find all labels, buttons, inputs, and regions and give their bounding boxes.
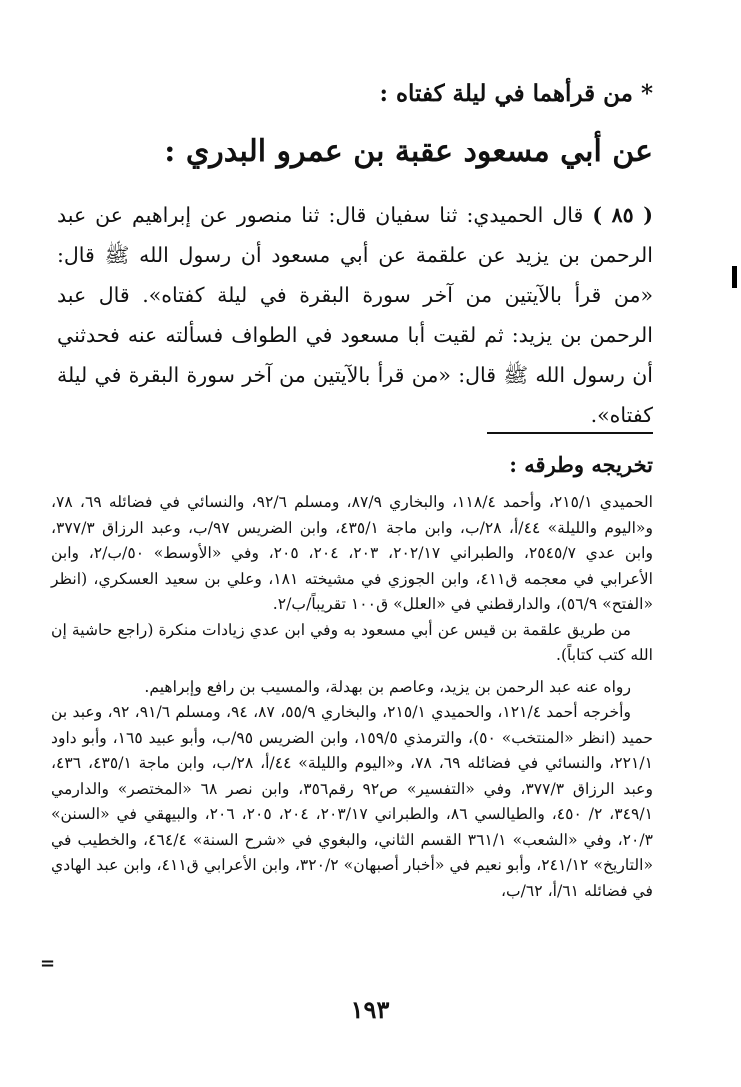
takhrij-paragraph: من طريق علقمة بن قيس عن أبي مسعود به وفي ابن عدي زيادات منكرة (راجع حاشية إن الله كتب كتاباً). [51,620,653,664]
narrator-heading: عن أبي مسعود عقبة بن عمرو البدري : [164,134,653,169]
takhrij-notes [51,490,653,904]
hadith-text-block [57,195,653,435]
takhrij-paragraph: الحميدي ٢١٥/١، وأحمد ١١٨/٤، والبخاري ٨٧/٩، ومسلم ٩٢/٦، والنسائي في فضائله ٦٩، ٧٨، و«اليوم والليلة» ٤٤/أ، ٢٨/ب، وابن ماجة ٤٣٥/١، وابن الضريس ٩٧/ب، وعبد الرزاق ٣٧٧/٣، وابن عدي ٢٥٤٥/٧، والطبراني ٢٠٢/١٧، ٢٠٣، ٢٠٤، ٢٠٥، وفي «الأوسط» ٥٠/ب/٢، وابن الأعرابي في معجمه ق٤١١، وابن الجوزي في مشيخته ١٨١، وعلي بن سعيد العسكري، (انظر «الفتح» ٥٦/٩)، والدارقطني في «العلل» ق١٠٠ تقريباً/ب/٢. [51,493,654,613]
takhrij-paragraph: وأخرجه أحمد ١٢١/٤، والحميدي ٢١٥/١، والبخاري ٥٥/٩، ٨٧، ٩٤، ومسلم ٩١/٦، ٩٢، وعبد بن حميد (انظر «المنتخب» ٥٠)، والترمذي ١٥٩/٥، وابن الضريس ٩٥/ب، وأبو عبيد ١٦٥، وأبو داود ٢٢١/١، والنسائي في فضائله ٦٩، ٧٨، و«اليوم والليلة» ٤٤/أ، ٢٨/ب، وابن ماجة ٤٣٥/١، ٤٣٦، وعبد الرزاق ٣٧٧/٣، وفي «التفسير» ص٩٢ رقم٣٥٦، وابن نصر ٦٨ «المختصر» والدارمي ٣٤٩/١، ٢/ ٤٥٠، والطيالسي ٨٦، والطبراني ٢٠٣/١٧، ٢٠٤، ٢٠٥، ٢٠٦، والبيهقي في «السنن» ٢٠/٣، وفي «الشعب» ٣٦١/١ القسم الثاني، والبغوي في «شرح السنة» ٤٦٤/٤، والخطيب في «التاريخ» ٢٤١/١٢، وأبو نعيم في «أخبار أصبهان» ٣٢٠/٢، وابن الأعرابي ق٤١١، وابن عبد الهادي في فضائله ٦١/أ، ٦٢/ب، [51,703,654,900]
takhrij-paragraph: رواه عنه عبد الرحمن بن يزيد، وعاصم بن بهدلة، والمسيب بن رافع وإبراهيم. [144,677,631,696]
margin-marker [732,266,737,288]
hadith-number: ( ٨٥ ) [592,203,653,227]
footnote-divider [487,432,653,434]
hadith-body: قال الحميدي: ثنا سفيان قال: ثنا منصور عن إبراهيم عن عبد الرحمن بن يزيد عن علقمة عن أبي مسعود أن رسول الله ﷺ قال: «من قرأ بالآيتين من آخر سورة البقرة في ليلة كفتاه». قال عبد الرحمن بن يزيد: ثم لقيت أبا مسعود في الطواف فسألته عنه فحدثني أن رسول الله ﷺ قال: «من قرأ بالآيتين من آخر سورة البقرة في ليلة كفتاه». [57,203,653,427]
continuation-mark: = [40,953,56,974]
section-heading: * من قرأهما في ليلة كفتاه : [379,80,653,107]
page-number: ١٩٣ [350,995,390,1024]
takhrij-heading: تخريجه وطرقه : [509,452,653,477]
